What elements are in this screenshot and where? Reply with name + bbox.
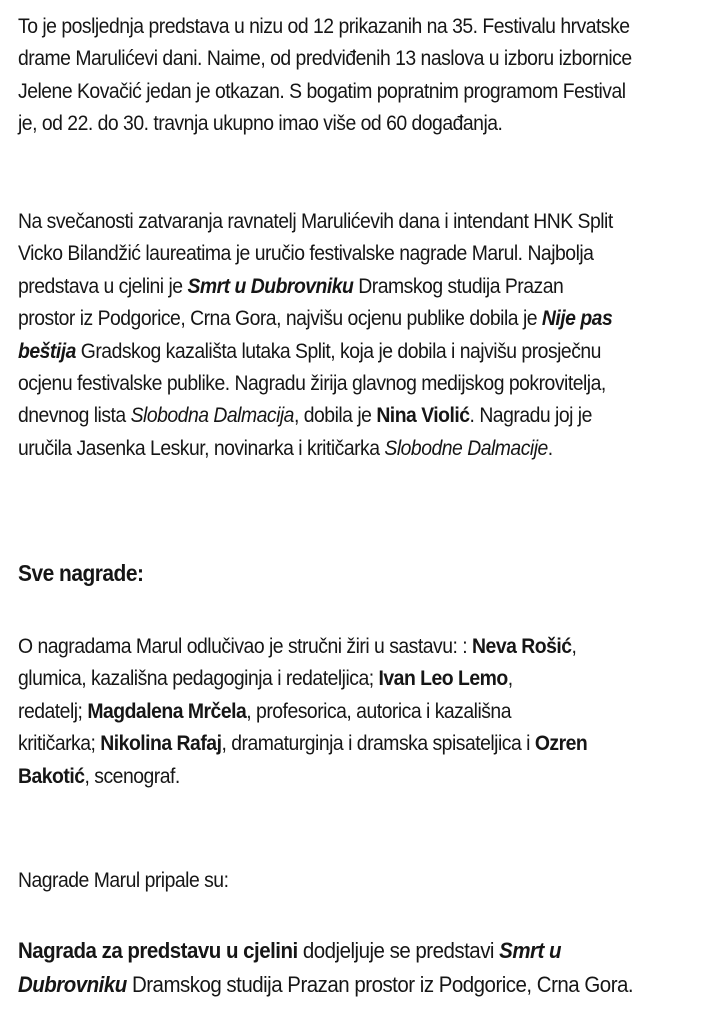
text-fragment: , bbox=[571, 634, 577, 658]
jury-paragraph bbox=[18, 630, 587, 792]
closing-ceremony-paragraph bbox=[18, 205, 613, 464]
text-line: To je posljednja predstava u nizu od 12 prikazanih na 35. Festivalu hrvatske bbox=[18, 14, 630, 38]
play-title: Nije pas bbox=[541, 306, 613, 331]
awards-intro: Nagrade Marul pripale su: bbox=[18, 868, 229, 892]
intro-paragraph bbox=[18, 10, 632, 140]
play-title: Smrt u bbox=[499, 938, 562, 963]
text-fragment: Dramskog studija Prazan prostor iz Podgorice, Crna Gora. bbox=[126, 971, 634, 997]
text-line: ocjenu festivalske publike. Nagradu žirija glavnog medijskog pokrovitelja, bbox=[18, 371, 606, 396]
text-line: Jelene Kovačić jedan je otkazan. S bogatim popratnim programom Festival bbox=[18, 78, 626, 103]
text-fragment: , dobila je bbox=[293, 403, 377, 428]
award-paragraph bbox=[18, 934, 633, 1001]
text-fragment: O nagradama Marul odlučivao je stručni žiri u sastavu: : bbox=[18, 634, 473, 658]
text-fragment: glumica, kazališna pedagoginja i redateljica; bbox=[18, 666, 379, 691]
text-fragment: . Nagradu joj je bbox=[469, 403, 592, 428]
text-fragment: redatelj; bbox=[18, 698, 88, 723]
person-name: Bakotić bbox=[18, 763, 85, 788]
play-title: Smrt u Dubrovniku bbox=[187, 273, 354, 298]
text-fragment: , dramaturginja i dramska spisateljica i bbox=[221, 731, 535, 756]
text-fragment: predstava u cjelini je bbox=[18, 273, 188, 298]
person-name: Nina Violić bbox=[376, 403, 470, 428]
text-line: Vicko Bilandžić laureatima je uručio festivalske nagrade Marul. Najbolja bbox=[18, 241, 594, 266]
text-line: drame Marulićevi dani. Naime, od predviđenih 13 naslova u izboru izbornice bbox=[18, 46, 632, 71]
person-name: Ivan Leo Lemo bbox=[378, 666, 508, 691]
section-heading: Sve nagrade: bbox=[18, 560, 144, 586]
play-title: beštija bbox=[18, 338, 76, 363]
text-fragment: . bbox=[547, 435, 553, 460]
person-name: Magdalena Mrčela bbox=[87, 698, 247, 723]
person-name: Nikolina Rafaj bbox=[100, 731, 222, 756]
person-name: Neva Rošić bbox=[472, 634, 572, 658]
text-fragment: , bbox=[507, 666, 513, 691]
text-line: Na svečanosti zatvaranja ravnatelj Marulićevih dana i intendant HNK Split bbox=[18, 209, 613, 233]
text-fragment: dnevnog lista bbox=[18, 403, 131, 428]
play-title: Dubrovniku bbox=[18, 971, 127, 997]
award-name: Nagrada za predstavu u cjelini bbox=[18, 938, 298, 963]
newspaper-name: Slobodne Dalmacije bbox=[384, 435, 548, 460]
person-name: Ozren bbox=[534, 731, 588, 756]
text-fragment: kritičarka; bbox=[18, 731, 101, 756]
text-line: je, od 22. do 30. travnja ukupno imao više od 60 događanja. bbox=[18, 111, 503, 136]
text-fragment: , profesorica, autorica i kazališna bbox=[246, 698, 511, 723]
text-fragment: , scenograf. bbox=[84, 763, 180, 788]
text-fragment: prostor iz Podgorice, Crna Gora, najvišu ocjenu publike dobila je bbox=[18, 306, 542, 331]
text-fragment: uručila Jasenka Leskur, novinarka i kritičarka bbox=[18, 435, 385, 460]
text-fragment: dodjeljuje se predstavi bbox=[297, 938, 500, 963]
newspaper-name: Slobodna Dalmacija bbox=[130, 403, 294, 428]
text-fragment: Dramskog studija Prazan bbox=[353, 273, 564, 298]
text-fragment: Gradskog kazališta lutaka Split, koja je dobila i najvišu prosječnu bbox=[75, 338, 601, 363]
